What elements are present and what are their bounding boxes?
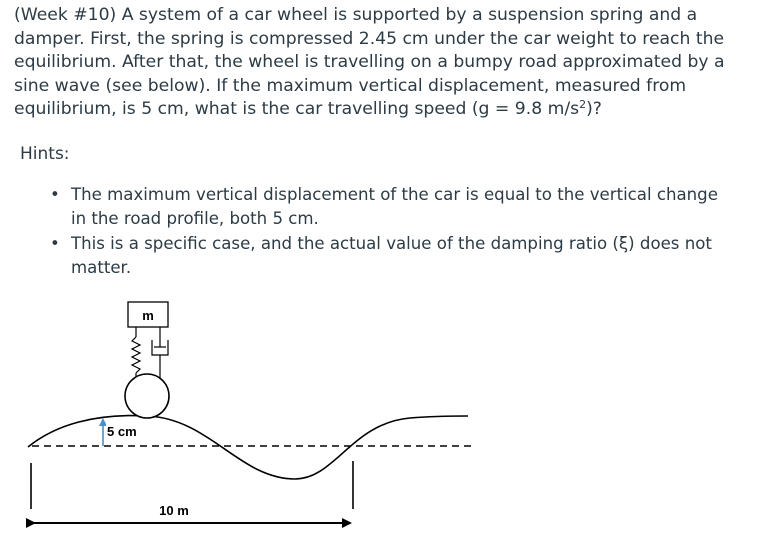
- question-text: [14, 4, 766, 122]
- wheel: [125, 374, 169, 418]
- question-line-5-end: )?: [586, 99, 602, 119]
- bullet-icon: •: [50, 185, 60, 204]
- suspension-spring: [132, 327, 140, 381]
- damper: [152, 327, 168, 381]
- hints-heading: Hints:: [20, 144, 70, 164]
- superscript-exponent: 2: [579, 98, 587, 111]
- road-profile: [28, 416, 468, 479]
- bullet-icon: •: [50, 234, 60, 254]
- question-line-5-text: equilibrium, is 5 cm, what is the car travelling speed (g = 9.8 m/s: [14, 99, 580, 119]
- hint-2-line-2: matter.: [71, 257, 132, 277]
- question-line-2: damper. First, the spring is compressed 2.45 cm under the car weight to reach the: [14, 28, 725, 49]
- mass-label: m: [142, 308, 154, 323]
- hint-item-1: [50, 183, 740, 230]
- hints-list: [50, 183, 740, 281]
- hint-2-line-1: This is a specific case, and the actual value of the damping ratio (ξ) does not: [71, 234, 712, 254]
- question-line-1: (Week #10) A system of a car wheel is supported by a suspension spring and a: [14, 5, 698, 25]
- question-line-4: sine wave (see below). If the maximum vertical displacement, measured from: [14, 75, 687, 96]
- amplitude-label: 5 cm: [107, 424, 137, 439]
- hint-item-2: [50, 232, 740, 279]
- question-line-5: [14, 98, 766, 122]
- hint-1-line-2: in the road profile, both 5 cm.: [71, 208, 319, 228]
- wheel-road-diagram: [0, 295, 500, 534]
- question-line-3: equilibrium. After that, the wheel is travelling on a bumpy road approximated by a: [14, 52, 725, 72]
- hint-1-line-1: The maximum vertical displacement of the car is equal to the vertical change: [71, 185, 718, 204]
- wavelength-label: 10 m: [159, 503, 189, 518]
